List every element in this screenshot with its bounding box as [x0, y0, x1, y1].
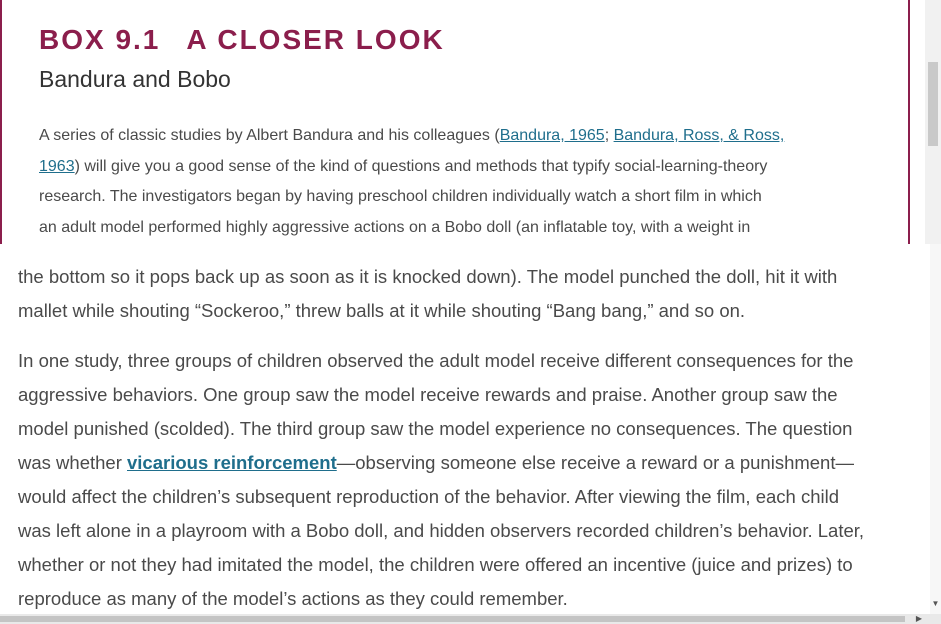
closer-look-box	[0, 0, 910, 244]
scroll-down-icon[interactable]: ▼	[931, 599, 940, 608]
text-line: aggressive behaviors. One group saw the model receive rewards and praise. Another group saw the	[18, 384, 838, 405]
box-intro-text: an adult model performed highly aggressive actions on a Bobo doll (an inflatable toy, with a weight in	[39, 218, 751, 236]
paragraph-2	[18, 344, 930, 614]
scroll-right-icon[interactable]: ▶	[915, 614, 923, 623]
text-line: model punished (scolded). The third group saw the model experience no consequences. The question	[18, 418, 853, 439]
box-intro-paragraph	[39, 121, 889, 243]
text-line: reproduce as many of the model’s actions as they could remember.	[18, 588, 568, 609]
box-intro-text: research. The investigators began by having preschool children individually watch a short film in which	[39, 188, 762, 205]
citation-link-bandura-ross-ross[interactable]: Bandura, Ross, & Ross,	[613, 127, 785, 144]
vertical-scrollbar-upper[interactable]	[925, 0, 941, 244]
box-label: A CLOSER LOOK	[186, 24, 445, 55]
text-line: the bottom so it pops back up as soon as it is knocked down). The model punched the doll, hit it with	[18, 266, 838, 287]
box-number: BOX 9.1	[39, 24, 161, 55]
horizontal-scrollbar-thumb[interactable]	[0, 616, 905, 622]
box-intro-text: ) will give you a good sense of the kind of questions and methods that typify social-learning-theory	[74, 157, 768, 175]
text-line: whether or not they had imitated the model, the children were offered an incentive (juice and prizes) to	[18, 554, 853, 575]
paragraph-1	[18, 260, 930, 328]
citation-link-bandura-1965[interactable]: Bandura, 1965	[499, 127, 605, 144]
article-content	[0, 244, 930, 614]
text-line: —observing someone else receive a reward or a punishment—	[336, 452, 854, 473]
text-line: In one study, three groups of children observed the adult model receive different consequences for the	[18, 350, 854, 371]
citation-separator: ;	[604, 127, 614, 144]
scrollbar-thumb[interactable]	[928, 62, 938, 146]
article-body	[18, 260, 930, 614]
horizontal-scrollbar[interactable]	[0, 614, 941, 624]
box-subtitle: Bandura and Bobo	[39, 66, 231, 92]
citation-link-1963[interactable]: 1963	[39, 157, 75, 175]
text-line: was left alone in a playroom with a Bobo doll, and hidden observers recorded children’s behavior. Later,	[18, 520, 865, 541]
box-intro-text: A series of classic studies by Albert Bandura and his colleagues (	[39, 127, 500, 144]
glossary-term-vicarious-reinforcement[interactable]: vicarious reinforcement	[127, 452, 337, 473]
text-line: would affect the children’s subsequent reproduction of the behavior. After viewing the film, each child	[18, 486, 840, 507]
box-heading	[39, 24, 445, 56]
text-line: was whether	[18, 452, 127, 473]
text-line: mallet while shouting “Sockeroo,” threw balls at it while shouting “Bang bang,” and so on.	[18, 300, 746, 321]
vertical-scrollbar-lower[interactable]	[930, 244, 941, 614]
